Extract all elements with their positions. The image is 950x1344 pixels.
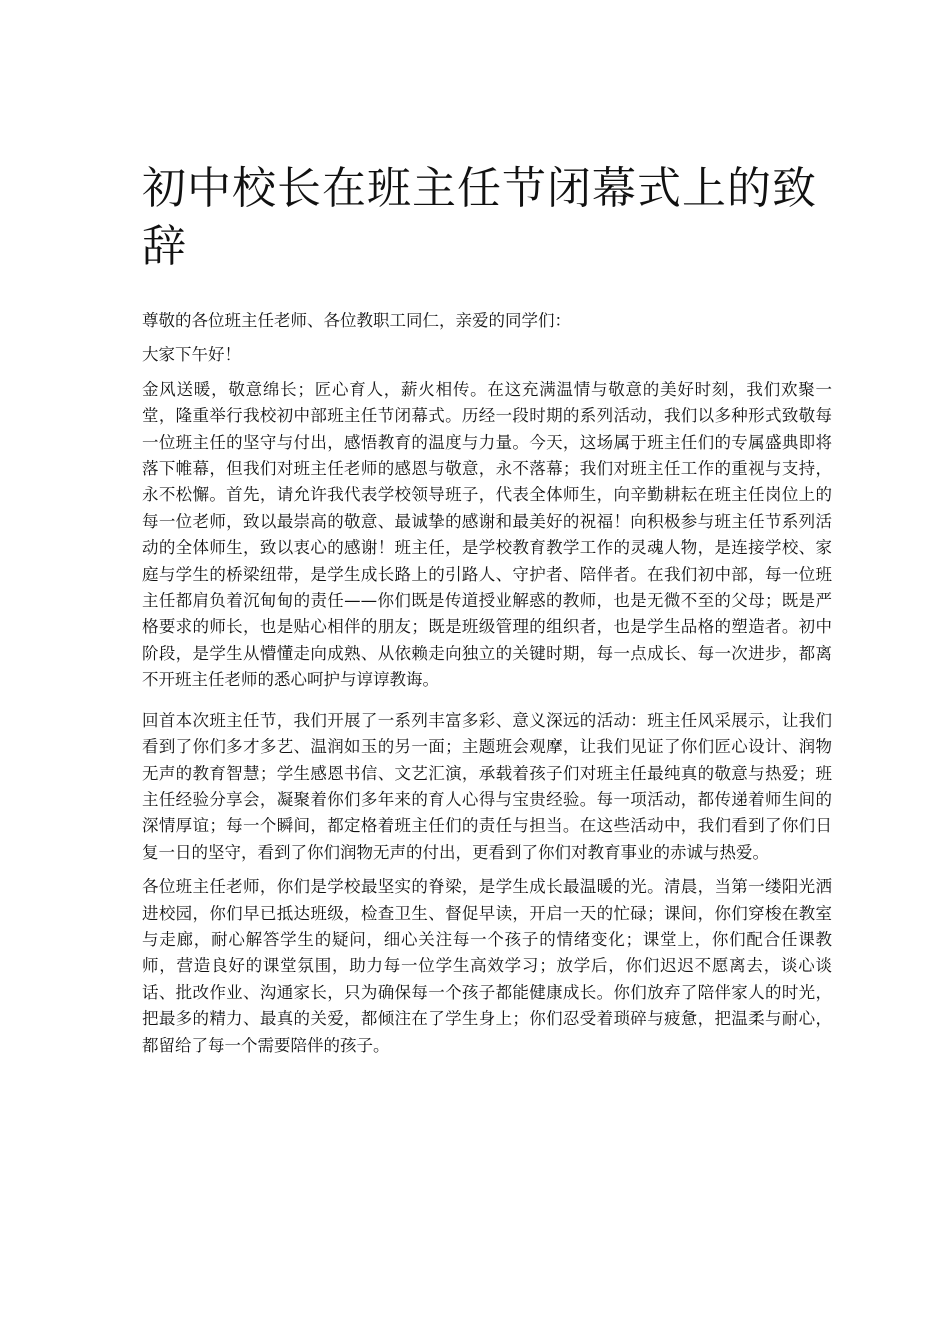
- salutation: 尊敬的各位班主任老师、各位教职工同仁，亲爱的同学们：: [142, 311, 571, 330]
- body-paragraph-3: 各位班主任老师，你们是学校最坚实的脊梁，是学生成长最温暖的光。清晨，当第一缕阳光洒进校园，你们早已抵达班级，检查卫生、督促早读，开启一天的忙碌；课间，你们穿梭在教室与走廊，耐心解答学生的疑问，细心关注每一个孩子的情绪变化；课堂上，你们配合任课教师，营造良好的课堂氛围，助力每一位学生高效学习；放学后，你们迟迟不愿离去，谈心谈话、批改作业、沟通家长，只为确保每一个孩子都能健康成长。你们放弃了陪伴家人的时光，把最多的精力、最真的关爱，都倾注在了学生身上；你们忍受着琐碎与疲惫，把温柔与耐心，都留给了每一个需要陪伴的孩子。: [142, 877, 832, 1055]
- greeting: 大家下午好！: [142, 345, 241, 365]
- body-paragraph-1: 金风送暖，敬意绵长；匠心育人，薪火相传。在这充满温情与敬意的美好时刻，我们欢聚一堂，隆重举行我校初中部班主任节闭幕式。历经一段时期的系列活动，我们以多种形式致敬每一位班主任的坚守与付出，感悟教育的温度与力量。今天，这场属于班主任们的专属盛典即将落下帷幕，但我们对班主任老师的感恩与敬意，永不落幕；我们对班主任工作的重视与支持，永不松懈。首先，请允许我代表学校领导班子，代表全体师生，向辛勤耕耘在班主任岗位上的每一位老师，致以最崇高的敬意、最诚挚的感谢和最美好的祝福！向积极参与班主任节系列活动的全体师生，致以衷心的感谢！班主任，是学校教育教学工作的灵魂人物，是连接学校、家庭与学生的桥梁纽带，是学生成长路上的引路人、守护者、陪伴者。在我们初中部，每一位班主任都肩负着沉甸甸的责任——你们既是传道授业解惑的教师，也是无微不至的父母；既是严格要求的师长，也是贴心相伴的朋友；既是班级管理的组织者，也是学生品格的塑造者。初中阶段，是学生从懵懂走向成熟、从依赖走向独立的关键时期，每一点成长、每一次进步，都离不开班主任老师的悉心呵护与谆谆教诲。: [142, 379, 832, 690]
- document-body: [142, 308, 832, 1067]
- body-paragraph-2: 回首本次班主任节，我们开展了一系列丰富多彩、意义深远的活动：班主任风采展示，让我们看到了你们多才多艺、温润如玉的另一面；主题班会观摩，让我们见证了你们匠心设计、润物无声的教育智慧；学生感恩书信、文艺汇演，承载着孩子们对班主任最纯真的敬意与热爱；班主任经验分享会，凝聚着你们多年来的育人心得与宝贵经验。每一项活动，都传递着师生间的深情厚谊；每一个瞬间，都定格着班主任们的责任与担当。在这些活动中，我们看到了你们日复一日的坚守，看到了你们润物无声的付出，更看到了你们对教育事业的赤诚与热爱。: [142, 710, 832, 862]
- document-title: 初中校长在班主任节闭幕式上的致辞: [142, 163, 817, 272]
